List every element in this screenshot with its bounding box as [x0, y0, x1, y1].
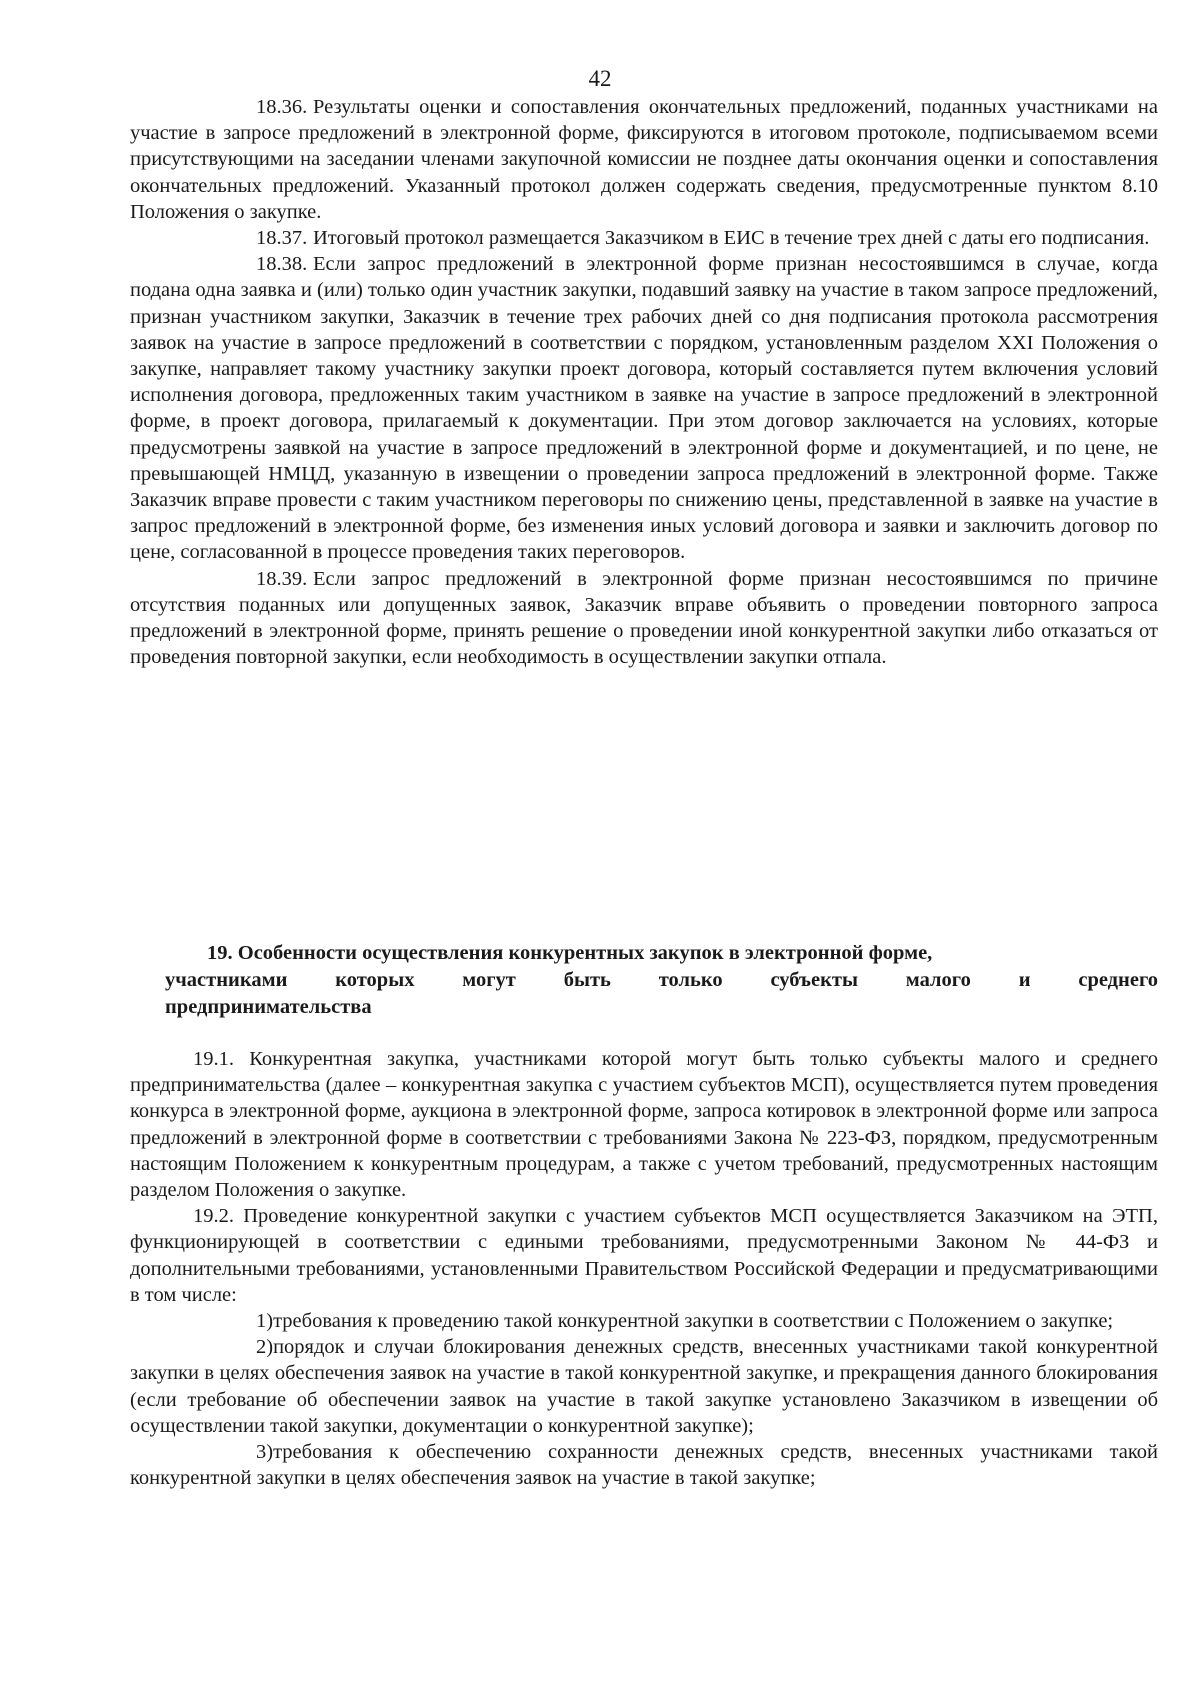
list-text: порядок и случаи блокирования денежных средств, внесенных участниками такой конкурентной закупки в целях обеспечения заявок на участие в такой конкурентной закупке, и прекращения данного блокирования (если требование об обеспечении заявок на участие в такой закупке установлено Заказчиком в извещении об осуществлении такой закупки, документации о конкурентной закупке);: [130, 1336, 1158, 1437]
clause-number: 18.37.: [256, 227, 308, 250]
heading-line-1: 19. Особенности осуществления конкурентных закупок в электронной форме,: [207, 942, 933, 964]
clause-text: Итоговый протокол размещается Заказчиком в ЕИС в течение трех дней с даты его подписания.: [313, 227, 1150, 250]
list-number: 1): [256, 1310, 274, 1333]
section-19-heading: [165, 940, 1158, 1021]
clause-text: Если запрос предложений в электронной форме признан несостоявшимся по причине отсутствия поданных или допущенных заявок, Заказчик вправе объявить о проведении повторного запроса предложений в электронной форме, принять решение о проведении иной конкурентной закупки либо отказаться от проведения повторной закупки, если необходимость в осуществлении закупки отпала.: [130, 567, 1158, 669]
list-text: требования к проведению такой конкурентной закупки в соответствии с Положением о закупке;: [273, 1310, 1114, 1333]
paragraph-19-2: 19.2. Проведение конкурентной закупки с участием субъектов МСП осуществляется Заказчиком на ЭТП, функционирующей в соответствии с едиными требованиями, предусмотренными Законом № 44-ФЗ и дополнительными требованиями, установленными Правительством Российской Федерации и предусматривающими в том числе:: [130, 1205, 1158, 1306]
list-number: 2): [256, 1336, 274, 1359]
paragraph-19-1: 19.1. Конкурентная закупка, участниками которой могут быть только субъекты малого и среднего предпринимательства (далее – конкурентная закупка с участием субъектов МСП), осуществляется путем проведения конкурса в электронной форме, аукциона в электронной форме, запроса котировок в электронной форме или запроса предложений в электронной форме в соответствии с требованиями Закона № 223-ФЗ, порядком, предусмотренным настоящим Положением к конкурентным процедурам, а также с учетом требований, предусмотренных настоящим разделом Положения о закупке.: [130, 1048, 1158, 1202]
section-18-continuation: [130, 94, 1158, 670]
list-number: 3): [256, 1441, 274, 1464]
list-item-1: [130, 1308, 1158, 1334]
paragraph-18-39: [130, 566, 1158, 671]
paragraph-18-36: [130, 94, 1158, 225]
clause-number: 18.38.: [256, 253, 308, 276]
list-item-3: [130, 1439, 1158, 1491]
clause-text: Результаты оценки и сопоставления окончательных предложений, поданных участниками на участие в запросе предложений в электронной форме, фиксируются в итоговом протоколе, подписываемом всеми присутствующими на заседании членами закупочной комиссии не позднее даты окончания оценки и сопоставления окончательных предложений. Указанный протокол должен содержать сведения, предусмотренные пунктом 8.10 Положения о закупке.: [130, 96, 1158, 223]
list-item-2: [130, 1334, 1158, 1439]
page-number: 42: [588, 66, 612, 91]
clause-number: 18.39.: [256, 567, 308, 590]
list-text: требования к обеспечению сохранности денежных средств, внесенных участниками такой конкурентной закупки в целях обеспечения заявок на участие в такой закупке;: [130, 1441, 1158, 1490]
paragraph-18-37: [130, 225, 1158, 251]
clause-number: 18.36.: [256, 96, 308, 118]
heading-line-3: предпринимательства: [165, 996, 372, 1018]
section-19-body: [130, 1046, 1158, 1491]
clause-text: Если запрос предложений в электронной форме признан несостоявшимся в случае, когда подана одна заявка и (или) только один участник закупки, подавший заявку на участие в таком запросе предложений, признан участником закупки, Заказчик в течение трех рабочих дней со дня подписания протокола рассмотрения заявок на участие в запросе предложений в соответствии с порядком, установленным разделом XXI Положения о закупке, направляет такому участнику закупки проект договора, который составляется путем включения условий исполнения договора, предложенных таким участником в заявке на участие в запросе предложений в электронной форме, в проект договора, прилагаемый к документации. При этом договор заключается на условиях, которые предусмотрены заявкой на участие в запросе предложений в электронной форме и документацией, и по цене, не превышающей НМЦД, указанную в извещении о проведении запроса предложений в электронной форме. Также Заказчик вправе провести с таким участником переговоры по снижению цены, представленной в заявке на участие в запрос предложений в электронной форме, без изменения иных условий договора и заявки и заключить договор по цене, согласованной в процессе проведения таких переговоров.: [130, 253, 1158, 564]
heading-line-2: участниками которых могут быть только субъекты малого и среднего: [165, 969, 1158, 991]
paragraph-18-38: [130, 251, 1158, 565]
